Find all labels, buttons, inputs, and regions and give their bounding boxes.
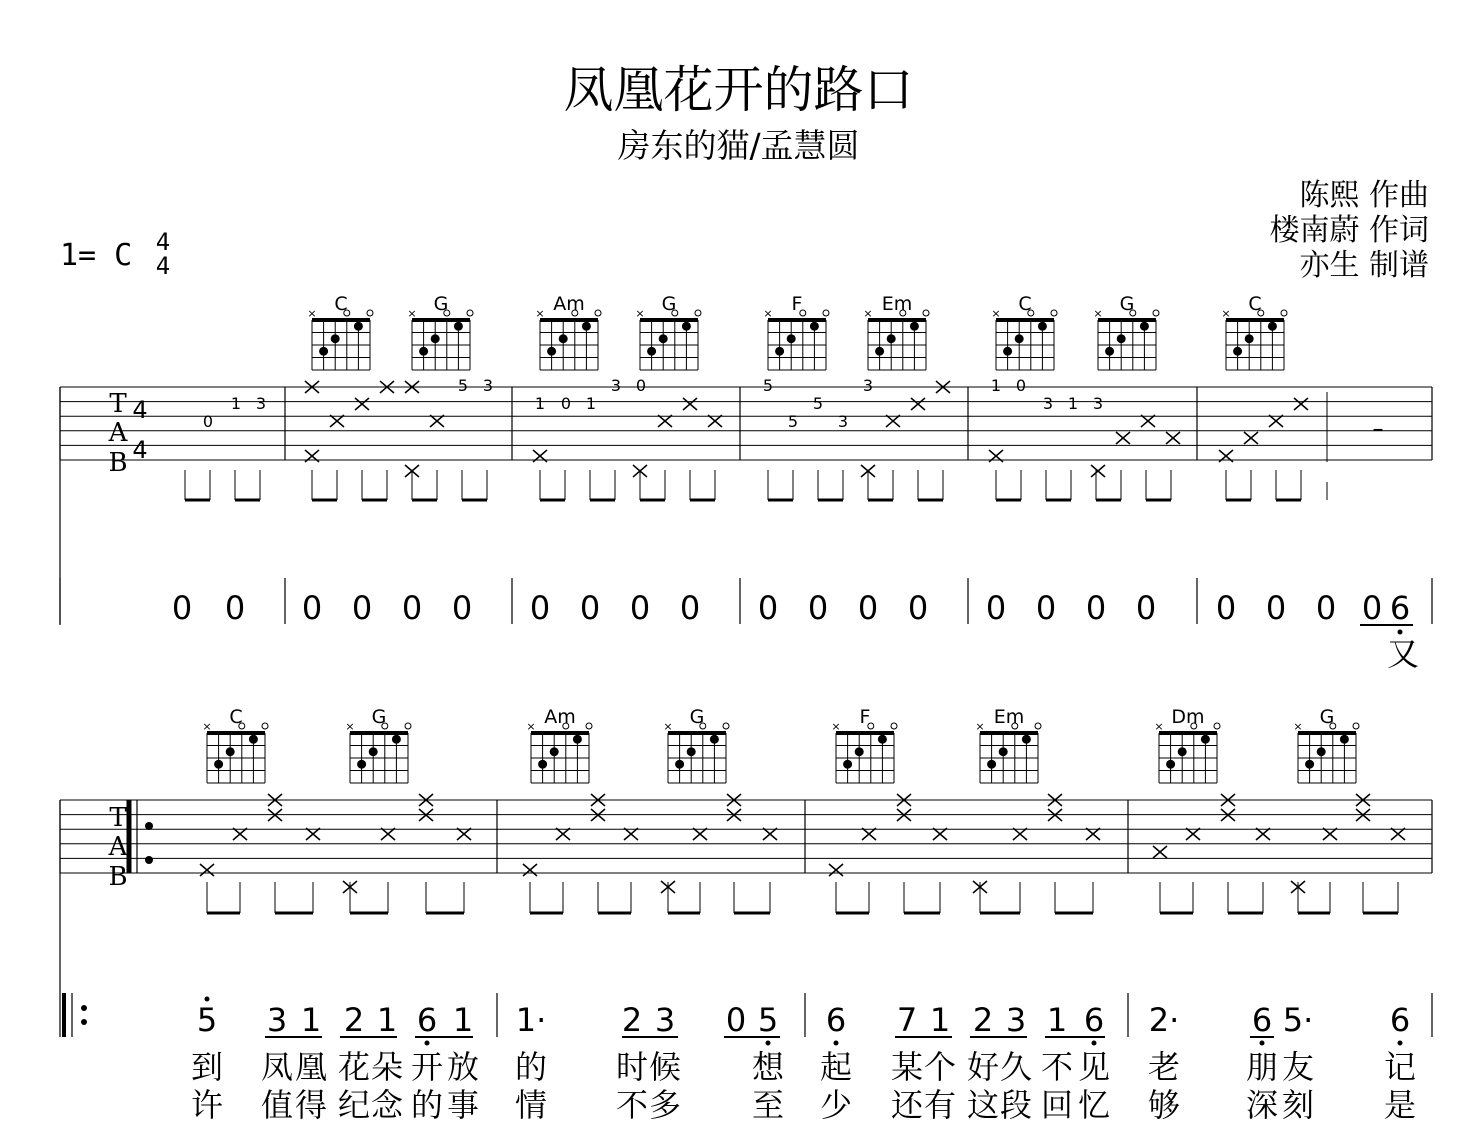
- chord-finger-dot: [354, 322, 363, 331]
- tab-label-t: T: [109, 389, 127, 419]
- notation-note: 5: [757, 1001, 779, 1039]
- song-title: 凤凰花开的路口: [563, 61, 914, 119]
- notation-note: 0: [351, 589, 373, 627]
- chord-muted-string-icon: ×: [763, 307, 773, 320]
- lyricist-credit: 楼南蔚 作词: [1269, 213, 1429, 248]
- lyric-word: 段: [999, 1086, 1033, 1124]
- lyric-word: 朋: [1245, 1048, 1279, 1086]
- lyric-word: 刻: [1281, 1086, 1315, 1124]
- lyric-word: 友: [1281, 1048, 1315, 1086]
- chord-finger-dot: [647, 347, 656, 356]
- chord-finger-dot: [1022, 735, 1031, 744]
- lyric-word: 到: [190, 1048, 224, 1086]
- lyric-word: 时: [615, 1048, 649, 1086]
- lyric-word: 少: [819, 1086, 853, 1124]
- chord-muted-string-icon: ×: [1154, 720, 1164, 733]
- lyric-word: 的: [514, 1048, 548, 1086]
- chord-finger-dot: [875, 347, 884, 356]
- chord-finger-dot: [392, 735, 401, 744]
- notation-note: 6: [416, 1001, 438, 1039]
- chord-open-string-icon: [1281, 310, 1287, 316]
- notation-note: 1: [452, 1001, 474, 1039]
- lyric-word: 不: [615, 1086, 649, 1124]
- chord-finger-dot: [214, 760, 223, 769]
- lyric-word: 起: [819, 1048, 853, 1086]
- chord-name: Em: [993, 706, 1025, 728]
- time-signature-bottom: 4: [155, 252, 171, 280]
- chord-finger-dot: [659, 334, 668, 343]
- tab-label-b: B: [108, 862, 128, 892]
- chord-finger-dot: [547, 347, 556, 356]
- lyric-word: 凤: [260, 1048, 294, 1086]
- chord-muted-string-icon: ×: [975, 720, 985, 733]
- chord-open-string-icon: [1035, 723, 1041, 729]
- repeat-dot: [81, 1019, 87, 1025]
- chord-finger-dot: [319, 347, 328, 356]
- notation-note: 0: [679, 589, 701, 627]
- octave-dot: [1260, 1041, 1265, 1046]
- chord-finger-dot: [573, 735, 582, 744]
- chord-finger-dot: [878, 735, 887, 744]
- chord-name: Am: [544, 706, 576, 728]
- lyric-word: 开: [410, 1048, 444, 1086]
- tab-fret-number: 5: [787, 412, 799, 431]
- chord-finger-dot: [682, 322, 691, 331]
- notation-note: 6: [1083, 1001, 1105, 1039]
- lyric-word: 还: [890, 1086, 924, 1124]
- notation-note: 0: [529, 589, 551, 627]
- chord-name: G: [371, 706, 387, 728]
- chord-finger-dot: [431, 334, 440, 343]
- tab-fret-number: 5: [762, 376, 774, 395]
- lyric-word: 得: [294, 1086, 328, 1124]
- chord-muted-string-icon: ×: [991, 307, 1001, 320]
- chord-finger-dot: [331, 334, 340, 343]
- chord-finger-dot: [1038, 322, 1047, 331]
- chord-finger-dot: [1015, 334, 1024, 343]
- tab-fret-number: 1: [1067, 394, 1079, 413]
- octave-dot: [1398, 630, 1403, 635]
- chord-name: Dm: [1171, 706, 1205, 728]
- octave-dot: [1398, 1041, 1403, 1046]
- chord-name: G: [1119, 293, 1135, 315]
- chord-open-string-icon: [1214, 723, 1220, 729]
- notation-note: 0: [807, 589, 829, 627]
- chord-finger-dot: [887, 334, 896, 343]
- chord-name: Em: [881, 293, 913, 315]
- lyric-word: 忆: [1077, 1086, 1111, 1124]
- lyric-word: 见: [1077, 1048, 1111, 1086]
- chord-muted-string-icon: ×: [635, 307, 645, 320]
- key-signature: 1= C: [60, 238, 133, 273]
- chord-name: F: [791, 293, 803, 315]
- lyric-word: 至: [751, 1086, 785, 1124]
- lyric-word: 的: [410, 1086, 444, 1124]
- chord-finger-dot: [559, 334, 568, 343]
- chord-open-string-icon: [262, 723, 268, 729]
- chord-finger-dot: [550, 747, 559, 756]
- chord-name: G: [433, 293, 449, 315]
- chord-finger-dot: [1305, 760, 1314, 769]
- notation-note: 0: [629, 589, 651, 627]
- notation-note: 6: [1251, 1001, 1273, 1039]
- chord-muted-string-icon: ×: [1093, 307, 1103, 320]
- notation-note: 0: [1215, 589, 1237, 627]
- chord-open-string-icon: [595, 310, 601, 316]
- chord-open-string-icon: [891, 723, 897, 729]
- notation-note: 0: [224, 589, 246, 627]
- tab-fret-number: 1: [534, 394, 546, 413]
- notation-note: 1: [376, 1001, 398, 1039]
- tab-staff-system-2: [60, 706, 1432, 1124]
- lyric-word: 这: [966, 1086, 1000, 1124]
- tab-fret-number: 3: [610, 376, 622, 395]
- notation-note: 0: [907, 589, 929, 627]
- lyric-word: 值: [260, 1086, 294, 1124]
- notation-note: 1: [1046, 1001, 1068, 1039]
- lyric-word: 花: [337, 1048, 371, 1086]
- chord-open-string-icon: [923, 310, 929, 316]
- tab-rest: –: [1372, 417, 1384, 442]
- chord-finger-dot: [1117, 334, 1126, 343]
- lyric-word: 久: [999, 1048, 1033, 1086]
- notation-note: 0: [451, 589, 473, 627]
- chord-finger-dot: [687, 747, 696, 756]
- notation-note: 0: [1035, 589, 1057, 627]
- octave-dot: [766, 1041, 771, 1046]
- chord-open-string-icon: [823, 310, 829, 316]
- song-artist: 房东的猫/孟慧圆: [617, 126, 860, 165]
- tab-fret-number: 3: [862, 376, 874, 395]
- time-signature-top: 4: [155, 228, 171, 256]
- chord-name: F: [859, 706, 871, 728]
- lyric-word: 某: [890, 1048, 924, 1086]
- notation-note: 1·: [515, 1001, 547, 1039]
- chord-finger-dot: [1317, 747, 1326, 756]
- chord-finger-dot: [1105, 347, 1114, 356]
- chord-name: G: [689, 706, 705, 728]
- tab-fret-number: 0: [1015, 376, 1027, 395]
- notation-note: 0: [579, 589, 601, 627]
- chord-finger-dot: [843, 760, 852, 769]
- notation-note: 5·: [1282, 1001, 1314, 1039]
- lyric-word: 又: [1386, 635, 1420, 673]
- chord-finger-dot: [369, 747, 378, 756]
- chord-finger-dot: [1340, 735, 1349, 744]
- chord-finger-dot: [1140, 322, 1149, 331]
- chord-name: C: [229, 706, 243, 728]
- chord-finger-dot: [1166, 760, 1175, 769]
- tab-label-t: T: [109, 803, 127, 833]
- lyric-word: 个: [923, 1048, 957, 1086]
- chord-muted-string-icon: ×: [202, 720, 212, 733]
- tab-time-top: 4: [132, 396, 148, 424]
- notation-note: 0: [985, 589, 1007, 627]
- tab-staff-system-1: [60, 293, 1432, 673]
- lyric-word: 放: [446, 1048, 480, 1086]
- tab-fret-number: 0: [560, 394, 572, 413]
- repeat-dot: [145, 856, 153, 864]
- chord-finger-dot: [1245, 334, 1254, 343]
- chord-finger-dot: [910, 322, 919, 331]
- octave-dot: [1092, 1041, 1097, 1046]
- chord-muted-string-icon: ×: [535, 307, 545, 320]
- tab-fret-number: 1: [230, 394, 242, 413]
- lyric-word: 够: [1147, 1086, 1181, 1124]
- chord-finger-dot: [1178, 747, 1187, 756]
- notation-note: 0: [1085, 589, 1107, 627]
- tab-label-b: B: [108, 448, 128, 478]
- chord-open-string-icon: [367, 310, 373, 316]
- notation-note: 2: [972, 1001, 994, 1039]
- notation-note: 0: [725, 1001, 747, 1039]
- lyric-word: 许: [190, 1086, 224, 1124]
- lyric-word: 有: [923, 1086, 957, 1124]
- chord-open-string-icon: [695, 310, 701, 316]
- notation-note: 6: [825, 1001, 847, 1039]
- octave-dot: [205, 997, 210, 1002]
- chord-muted-string-icon: ×: [407, 307, 417, 320]
- chord-name: G: [661, 293, 677, 315]
- lyric-word: 回: [1040, 1086, 1074, 1124]
- chord-muted-string-icon: ×: [863, 307, 873, 320]
- chord-finger-dot: [538, 760, 547, 769]
- lyric-word: 是: [1383, 1086, 1417, 1124]
- chord-open-string-icon: [1153, 310, 1159, 316]
- notation-note: 0: [1135, 589, 1157, 627]
- tab-fret-number: 1: [585, 394, 597, 413]
- chord-finger-dot: [810, 322, 819, 331]
- notation-note: 2·: [1148, 1001, 1180, 1039]
- transcriber-credit: 亦生 制谱: [1299, 248, 1429, 283]
- tab-fret-number: 0: [202, 412, 214, 431]
- lyric-word: 老: [1147, 1048, 1181, 1086]
- notation-note: 2: [621, 1001, 643, 1039]
- tab-fret-number: 3: [482, 376, 494, 395]
- chord-name: C: [1018, 293, 1032, 315]
- notation-note: 6: [1389, 589, 1411, 627]
- lyric-word: 想: [751, 1048, 785, 1086]
- chord-name: C: [1248, 293, 1262, 315]
- notation-note: 0: [1315, 589, 1337, 627]
- lyric-word: 纪: [337, 1086, 371, 1124]
- chord-muted-string-icon: ×: [1293, 720, 1303, 733]
- chord-open-string-icon: [723, 723, 729, 729]
- lyric-word: 凰: [294, 1048, 328, 1086]
- notation-note: 0: [1265, 589, 1287, 627]
- notation-note: 0: [1361, 589, 1383, 627]
- octave-dot: [425, 1041, 430, 1046]
- notation-note: 3: [654, 1001, 676, 1039]
- lyric-word: 事: [446, 1086, 480, 1124]
- repeat-dot: [145, 822, 153, 830]
- chord-open-string-icon: [467, 310, 473, 316]
- lyric-word: 记: [1383, 1048, 1417, 1086]
- chord-finger-dot: [675, 760, 684, 769]
- tab-fret-number: 5: [457, 376, 469, 395]
- composer-credit: 陈熙 作曲: [1299, 178, 1429, 213]
- lyric-word: 好: [966, 1048, 1000, 1086]
- chord-open-string-icon: [586, 723, 592, 729]
- notation-note: 7: [896, 1001, 918, 1039]
- chord-muted-string-icon: ×: [345, 720, 355, 733]
- chord-finger-dot: [999, 747, 1008, 756]
- notation-note: 2: [343, 1001, 365, 1039]
- tab-fret-number: 1: [990, 376, 1002, 395]
- chord-finger-dot: [226, 747, 235, 756]
- chord-finger-dot: [787, 334, 796, 343]
- chord-finger-dot: [1003, 347, 1012, 356]
- chord-name: Am: [553, 293, 585, 315]
- chord-finger-dot: [855, 747, 864, 756]
- lyric-word: 念: [370, 1086, 404, 1124]
- chord-finger-dot: [710, 735, 719, 744]
- chord-open-string-icon: [405, 723, 411, 729]
- chord-name: G: [1319, 706, 1335, 728]
- chord-muted-string-icon: ×: [526, 720, 536, 733]
- notation-note: 1: [300, 1001, 322, 1039]
- notation-note: 0: [301, 589, 323, 627]
- repeat-dot: [81, 1005, 87, 1011]
- chord-finger-dot: [1201, 735, 1210, 744]
- chord-finger-dot: [582, 322, 591, 331]
- tab-fret-number: 3: [1092, 394, 1104, 413]
- chord-finger-dot: [419, 347, 428, 356]
- chord-muted-string-icon: ×: [1221, 307, 1231, 320]
- tab-fret-number: 3: [837, 412, 849, 431]
- notation-note: 0: [171, 589, 193, 627]
- chord-finger-dot: [1233, 347, 1242, 356]
- lyric-word: 候: [648, 1048, 682, 1086]
- chord-open-string-icon: [1353, 723, 1359, 729]
- chord-name: C: [334, 293, 348, 315]
- notation-note: 1: [929, 1001, 951, 1039]
- octave-dot: [834, 1041, 839, 1046]
- tab-fret-number: 3: [1042, 394, 1054, 413]
- notation-note: 6: [1389, 1001, 1411, 1039]
- chord-finger-dot: [987, 760, 996, 769]
- lyric-word: 深: [1245, 1086, 1279, 1124]
- chord-finger-dot: [357, 760, 366, 769]
- notation-note: 5: [196, 1001, 218, 1039]
- tab-fret-number: 3: [255, 394, 267, 413]
- notation-note: 3: [266, 1001, 288, 1039]
- lyric-word: 不: [1040, 1048, 1074, 1086]
- chord-finger-dot: [1268, 322, 1277, 331]
- chord-finger-dot: [454, 322, 463, 331]
- notation-note: 0: [757, 589, 779, 627]
- tab-label-a: A: [108, 418, 128, 448]
- chord-muted-string-icon: ×: [307, 307, 317, 320]
- tab-fret-number: 5: [812, 394, 824, 413]
- notation-note: 0: [857, 589, 879, 627]
- notation-note: 0: [401, 589, 423, 627]
- tab-time-bottom: 4: [132, 436, 148, 464]
- tab-label-a: A: [108, 832, 128, 862]
- lyric-word: 朵: [370, 1048, 404, 1086]
- chord-finger-dot: [249, 735, 258, 744]
- chord-finger-dot: [775, 347, 784, 356]
- lyric-word: 情: [514, 1086, 548, 1124]
- chord-muted-string-icon: ×: [663, 720, 673, 733]
- lyric-word: 多: [648, 1086, 682, 1124]
- tab-fret-number: 0: [635, 376, 647, 395]
- notation-note: 3: [1005, 1001, 1027, 1039]
- chord-muted-string-icon: ×: [831, 720, 841, 733]
- chord-open-string-icon: [1051, 310, 1057, 316]
